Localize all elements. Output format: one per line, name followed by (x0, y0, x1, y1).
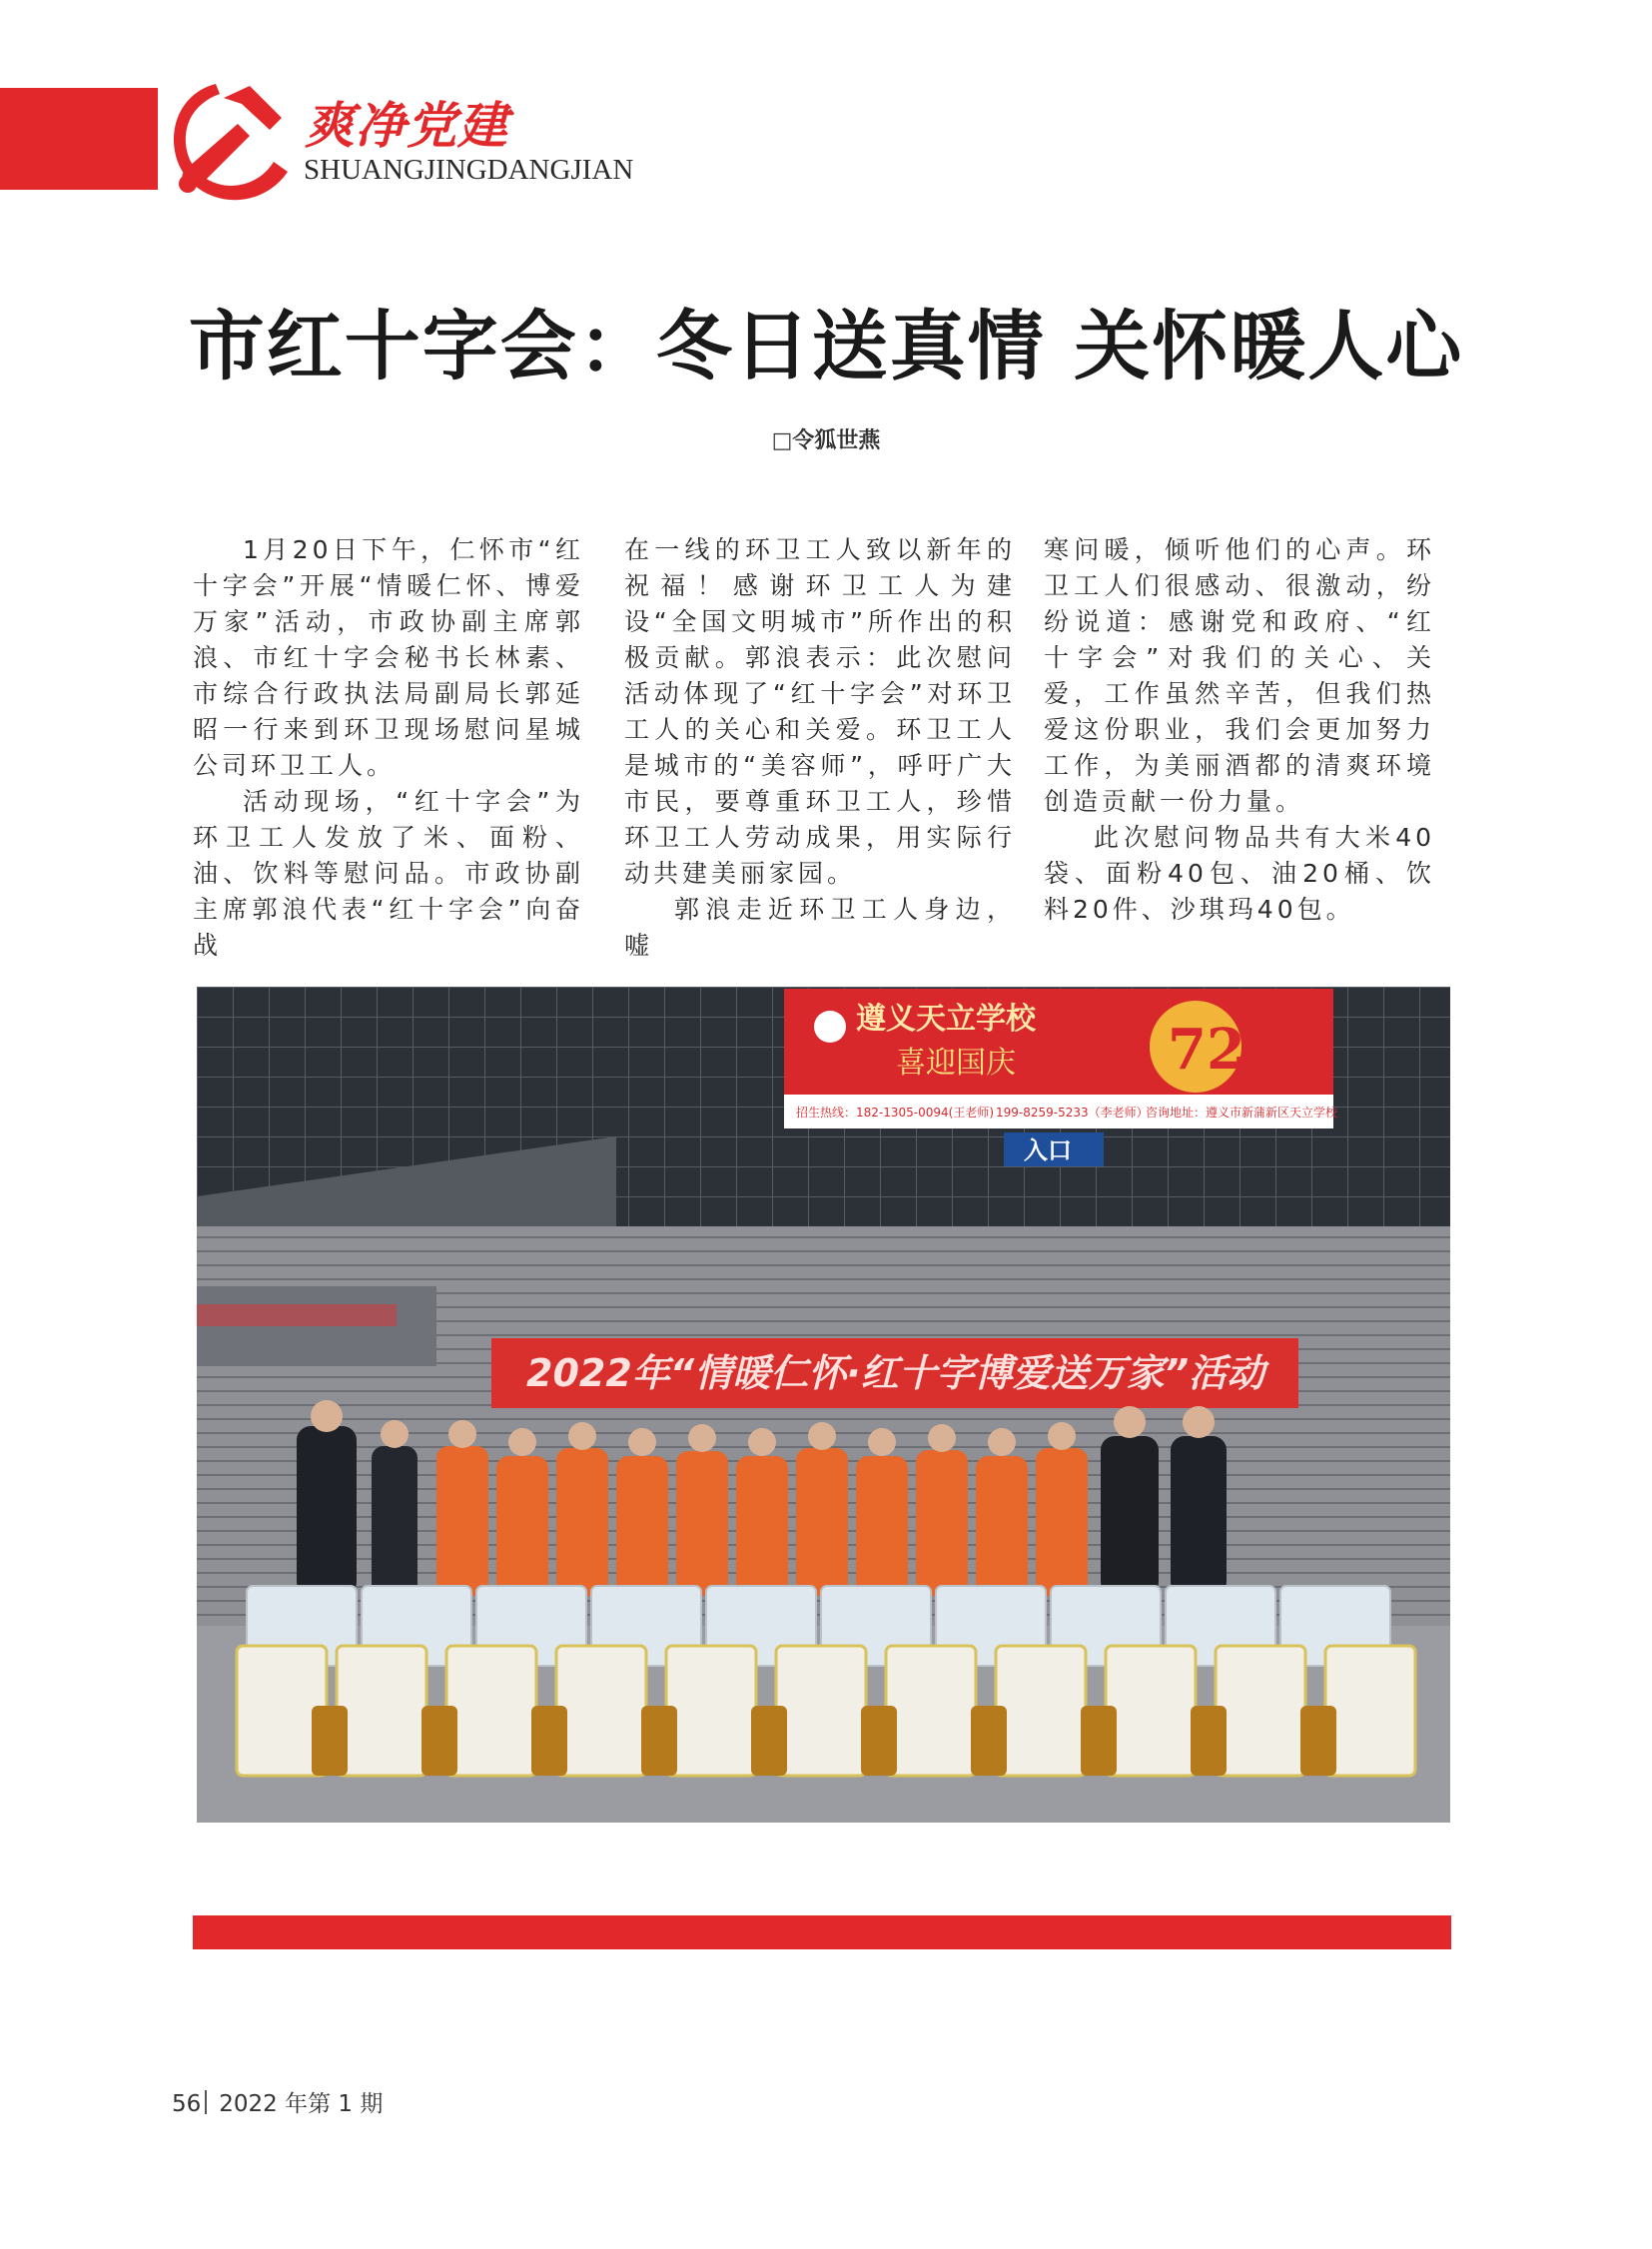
text-column-1 (193, 532, 584, 964)
paragraph: 1月20日下午，仁怀市“红十字会”开展“情暖仁怀、博爱万家”活动，市政协副主席郭浪、市红十字会秘书长林素、市综合行政执法局副局长郭延昭一行来到环卫现场慰问星城公司环卫工人。 (193, 535, 584, 780)
paragraph: 在一线的环卫工人致以新年的祝福！感谢环卫工人为建设“全国文明城市”所作出的积极贡献。郭浪表示：此次慰问活动体现了“红十字会”对环卫工人的关心和关爱。环卫工人是城市的“美容师”，呼吁广大市民，要尊重环卫工人，珍惜环卫工人劳动成果，用实际行动共建美丽家园。 (624, 535, 1016, 888)
school-banner-phone-2: 199-8259-5233（李老师） (996, 1106, 1149, 1120)
text-column-3 (1044, 532, 1435, 928)
school-banner-number: 72 (1168, 1017, 1245, 1083)
school-banner-name: 遵义天立学校 (856, 1002, 1036, 1037)
relief-goods (197, 1586, 1450, 1823)
paragraph: 寒问暖，倾听他们的心声。环卫工人们很感动、很激动，纷纷说道：感谢党和政府、“红十字会”对我们的关心、关爱，工作虽然辛苦，但我们热爱这份职业，我们会更加努力工作，为美丽酒都的清爽环境创造贡献一份力量。 (1044, 535, 1435, 816)
column-name-pinyin: SHUANGJINGDANGJIAN (304, 154, 634, 186)
page-folio (172, 2085, 383, 2118)
issue-label: 2022 年第 1 期 (219, 2091, 384, 2117)
paragraph: 郭浪走近环卫工人身边，嘘 (624, 895, 1016, 960)
article-title: 市红十字会：冬日送真情 关怀暖人心 (188, 302, 1464, 390)
section-divider-bar (193, 1915, 1451, 1949)
column-name: 爽净党建 (305, 97, 508, 155)
page-number: 56 (172, 2091, 202, 2117)
school-banner-phone-1: 招生热线：182-1305-0094(王老师) (796, 1106, 995, 1120)
folio-divider (205, 2090, 207, 2114)
text-column-2 (624, 532, 1016, 964)
school-banner-address: 咨询地址：遵义市新蒲新区天立学校 (1146, 1106, 1338, 1120)
header-red-block (0, 88, 158, 190)
event-banner-text: 2022年“情暖仁怀·红十字博爱送万家”活动 (526, 1351, 1265, 1395)
article-byline: □令狐世燕 (771, 428, 881, 453)
event-photo (197, 987, 1450, 1823)
event-banner (491, 1338, 1298, 1408)
entrance-sign: 入口 (1024, 1136, 1072, 1164)
school-banner-slogan: 喜迎国庆 (896, 1046, 1016, 1081)
paragraph: 此次慰问物品共有大米40袋、面粉40包、油20桶、饮料20件、沙琪玛40包。 (1044, 823, 1435, 924)
school-banner (784, 989, 1338, 1128)
paragraph: 活动现场，“红十字会”为环卫工人发放了米、面粉、油、饮料等慰问品。市政协副主席郭浪代表“红十字会”向奋战 (193, 787, 584, 960)
party-emblem-icon (164, 78, 296, 206)
